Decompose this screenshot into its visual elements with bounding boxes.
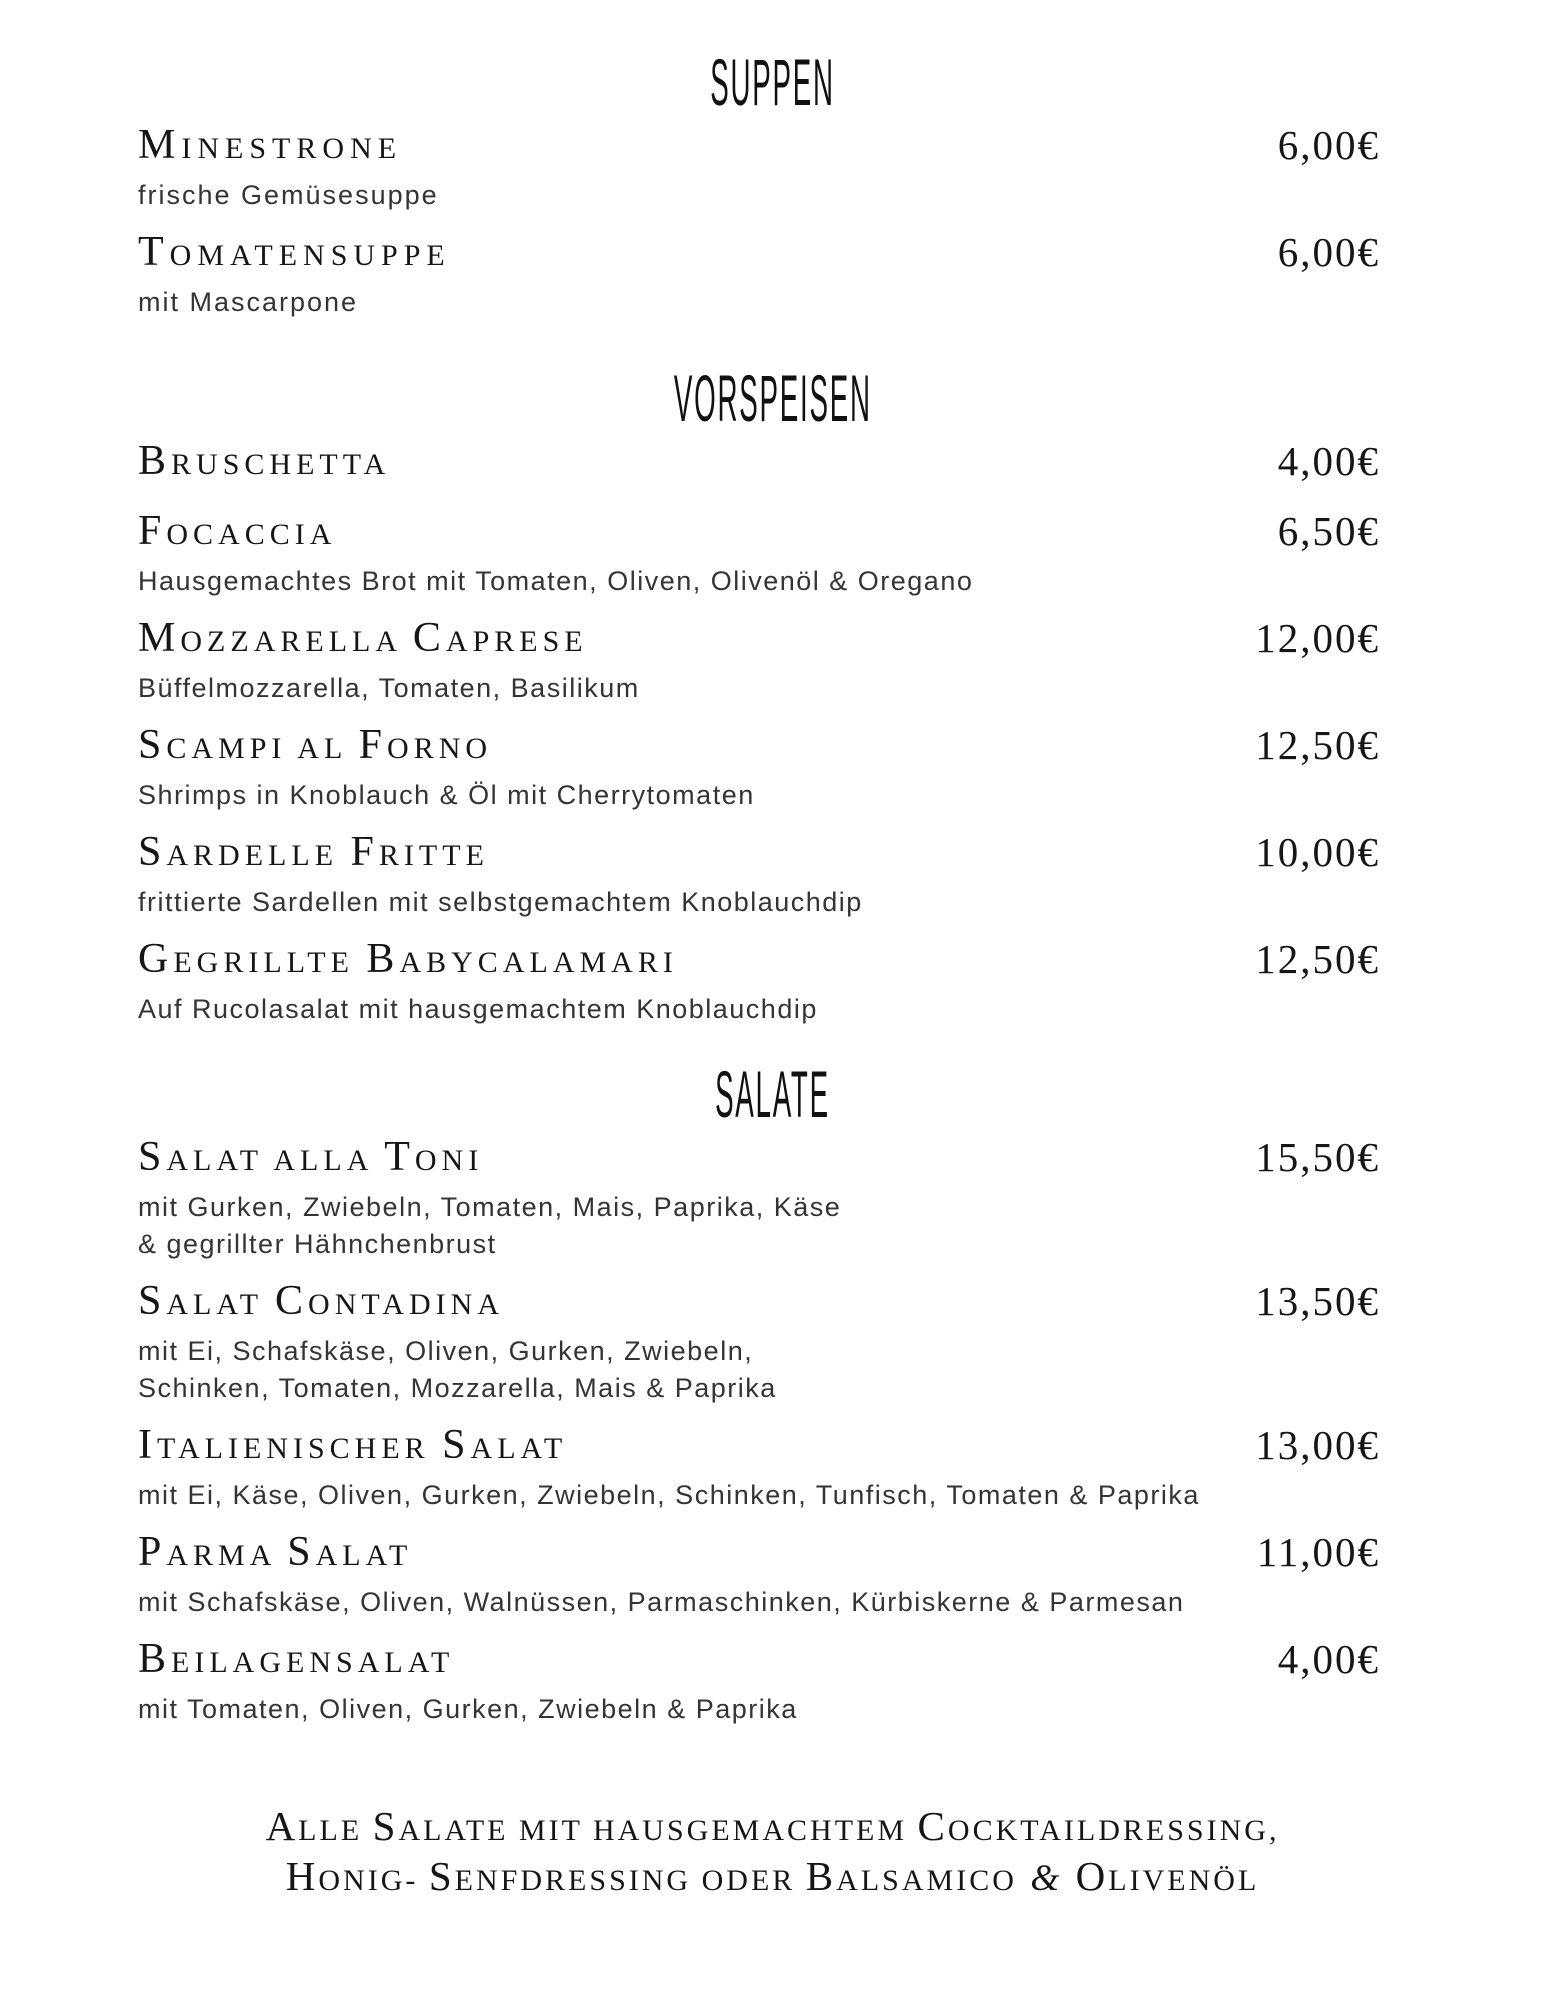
item-description-line: & gegrillter Hähnchenbrust xyxy=(138,1229,497,1259)
menu-item-info xyxy=(138,122,439,214)
item-description xyxy=(138,1477,1200,1514)
item-price: 13,00€ xyxy=(1255,1422,1380,1468)
menu-section-suppen xyxy=(0,46,1545,336)
item-name: PARMA SALAT xyxy=(138,1529,413,1575)
item-name: BEILAGENSALAT xyxy=(138,1636,455,1682)
menu-item-info xyxy=(138,615,640,707)
footer-note-line: HONIG- SENFDRESSING ODER BALSAMICO & OLIVENÖL xyxy=(285,1853,1260,1899)
item-description-line: mit Mascarpone xyxy=(138,287,359,317)
section-items xyxy=(0,122,1545,321)
item-price: 11,00€ xyxy=(1256,1529,1380,1575)
menu-item-info xyxy=(138,1134,841,1263)
section-title-text: VORSPEISEN xyxy=(673,362,872,436)
item-description xyxy=(138,563,973,600)
menu-item-info xyxy=(138,508,973,600)
section-title xyxy=(0,1058,1545,1132)
item-price: 10,00€ xyxy=(1255,829,1380,875)
menu-item-info xyxy=(138,1529,1184,1621)
item-price: 6,00€ xyxy=(1277,229,1380,275)
item-name: SARDELLE FRITTE xyxy=(138,829,489,875)
menu-item-info xyxy=(138,829,863,921)
item-description xyxy=(138,777,755,814)
footer-note xyxy=(0,1803,1545,1906)
item-name: TOMATENSUPPE xyxy=(138,229,451,275)
item-description xyxy=(138,884,863,921)
menu-section-vorspeisen xyxy=(0,362,1545,1043)
item-name: GEGRILLTE BABYCALAMARI xyxy=(138,936,678,982)
menu-item-row xyxy=(0,1134,1545,1263)
menu-item-row xyxy=(0,122,1545,214)
item-description xyxy=(138,1691,798,1728)
item-description-line: frische Gemüsesuppe xyxy=(138,180,439,210)
section-title-text: SALATE xyxy=(715,1058,830,1132)
menu-item-info xyxy=(138,438,390,493)
section-title-text: SUPPEN xyxy=(710,46,835,120)
item-price: 13,50€ xyxy=(1255,1278,1380,1324)
item-description-line: mit Gurken, Zwiebeln, Tomaten, Mais, Paprika, Käse xyxy=(138,1192,842,1222)
item-description-line: frittierte Sardellen mit selbstgemachtem Knoblauchdip xyxy=(138,887,863,917)
item-description-line: Auf Rucolasalat mit hausgemachtem Knoblauchdip xyxy=(138,994,818,1024)
item-description-line: Shrimps in Knoblauch & Öl mit Cherrytomaten xyxy=(138,780,755,810)
item-name: ITALIENISCHER SALAT xyxy=(138,1422,568,1468)
item-price: 6,50€ xyxy=(1277,508,1380,554)
menu-item-row xyxy=(0,1636,1545,1728)
menu-item-row xyxy=(0,829,1545,921)
section-items xyxy=(0,1134,1545,1728)
item-description xyxy=(138,1333,777,1407)
menu-item-row xyxy=(0,229,1545,321)
menu-item-row xyxy=(0,722,1545,814)
item-description xyxy=(138,1584,1184,1621)
item-description-line: Büffelmozzarella, Tomaten, Basilikum xyxy=(138,673,640,703)
item-name: MOZZARELLA CAPRESE xyxy=(138,615,588,661)
menu-item-info xyxy=(138,1278,777,1407)
footer-note-line: ALLE SALATE MIT HAUSGEMACHTEM COCKTAILDRESSING, xyxy=(265,1803,1280,1849)
item-description-line: Schinken, Tomaten, Mozzarella, Mais & Paprika xyxy=(138,1373,777,1403)
ampersand-glyph: & xyxy=(1030,1858,1063,1899)
item-description-line: Hausgemachtes Brot mit Tomaten, Oliven, Olivenöl & Oregano xyxy=(138,566,974,596)
menu-item-row xyxy=(0,508,1545,600)
item-description xyxy=(138,284,451,321)
menu-item-info xyxy=(138,229,451,321)
item-price: 4,00€ xyxy=(1277,1636,1380,1682)
menu-section-salate xyxy=(0,1058,1545,1743)
item-price: 6,00€ xyxy=(1277,122,1380,168)
section-items xyxy=(0,438,1545,1028)
menu-item-row xyxy=(0,438,1545,493)
item-price: 12,50€ xyxy=(1255,722,1380,768)
menu-item-info xyxy=(138,1636,798,1728)
menu-item-row xyxy=(0,1422,1545,1514)
item-name: SCAMPI AL FORNO xyxy=(138,722,493,768)
item-description-line: mit Ei, Käse, Oliven, Gurken, Zwiebeln, Schinken, Tunfisch, Tomaten & Paprika xyxy=(138,1480,1200,1510)
item-name: MINESTRONE xyxy=(138,122,403,168)
item-description xyxy=(138,177,439,214)
menu-item-row xyxy=(0,1529,1545,1621)
menu-item-info xyxy=(138,722,755,814)
item-name: SALAT CONTADINA xyxy=(138,1278,504,1324)
menu-item-info xyxy=(138,1422,1200,1514)
item-price: 12,50€ xyxy=(1255,936,1380,982)
item-description xyxy=(138,991,818,1028)
menu-item-info xyxy=(138,936,818,1028)
item-description-line: mit Ei, Schafskäse, Oliven, Gurken, Zwiebeln, xyxy=(138,1336,754,1366)
item-description xyxy=(138,1189,841,1263)
item-price: 12,00€ xyxy=(1255,615,1380,661)
item-description xyxy=(138,670,640,707)
menu-item-row xyxy=(0,1278,1545,1407)
item-description-line: mit Tomaten, Oliven, Gurken, Zwiebeln & Paprika xyxy=(138,1694,798,1724)
section-title xyxy=(0,362,1545,436)
item-name: BRUSCHETTA xyxy=(138,438,391,484)
item-name: SALAT ALLA TONI xyxy=(138,1134,484,1180)
item-name: FOCACCIA xyxy=(138,508,337,554)
item-price: 4,00€ xyxy=(1277,438,1380,484)
section-title xyxy=(0,46,1545,120)
menu-item-row xyxy=(0,936,1545,1028)
item-description-line: mit Schafskäse, Oliven, Walnüssen, Parmaschinken, Kürbiskerne & Parmesan xyxy=(138,1587,1185,1617)
menu-item-row xyxy=(0,615,1545,707)
item-price: 15,50€ xyxy=(1255,1134,1380,1180)
